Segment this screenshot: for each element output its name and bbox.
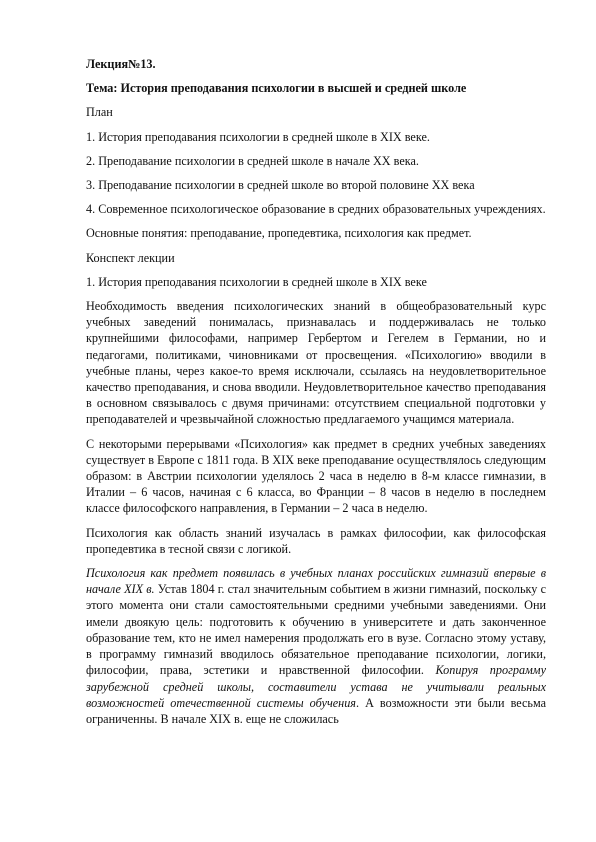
summary-heading: Конспект лекции [86, 250, 175, 265]
lecture-number: Лекция№13. [86, 57, 156, 71]
plan-item-2: 2. Преподавание психологии в средней школе в начале XX века. [86, 153, 419, 168]
paragraph-4-text-end: . А возможности эти были весьма ограниченны. В начале XIX в. еще не сложилась [86, 695, 546, 726]
paragraph-4-text-mid: Устав 1804 г. стал значительным событием в жизни гимназий, поскольку с этого момента они стали самостоятельными средними учебными заведениями. Они имели двоякую цель: подготовить к обучению в университете и дать законченное образование тем, кто не имел намерения продолжать его в вузе. Согласно этому уставу, в программу гимназий вводилось обязательное преподавание психологии, логики, философии, права, эстетики и нравственной философии. [86, 582, 546, 678]
key-concepts: Основные понятия: преподавание, пропедевтика, психология как предмет. [86, 226, 472, 241]
paragraph-1: Необходимость введения психологических знаний в общеобразовательный курс учебных заведений понималась, признавалась и поддерживалась не только крупнейшими философами, например Гербертом и Гегелем в Германии, но и педагогами, политиками, чиновниками от просвещения. «Психологию» вводили в учебные планы, через какое-то время исключали, ссылаясь на неудовлетворительное качество преподавания, и снова вводили. Неудовлетворительное качество преподавания в основном связывалось с двумя причинами: отсутствием специальной подготовки у преподавателей и чрезвычайной сложностью предлагаемого учащимся материала. [86, 299, 546, 427]
paragraph-4-italic-start: Психология как предмет появилась в учебных планах российских гимназий впервые в начале XIX в. [86, 566, 546, 597]
lecture-topic: Тема: История преподавания психологии в высшей и средней школе [86, 81, 467, 96]
plan-heading: План [86, 105, 113, 120]
section-heading: 1. История преподавания психологии в средней школе в XIX веке [86, 274, 427, 289]
paragraph-2: С некоторыми перерывами «Психология» как предмет в средних учебных заведениях существует в Европе с 1811 года. В XIX веке преподавание осуществлялось следующим образом: в Австрии психологии уделялось 2 часа в неделю в 8-м классе гимназии, в Италии – 6 часов, начиная с 6 класса, во Франции – 8 часов в неделю в последнем классе философского направления, в Германии – 2 часа в неделю. [86, 436, 546, 516]
plan-item-4: 4. Современное психологическое образование в средних образовательных учреждениях. [86, 202, 546, 217]
paragraph-4-italic-mid: Копируя программу зарубежной средней школы, составители устава не учитывали реальных возможностей отечественной системы обучения [86, 663, 546, 710]
paragraph-3: Психология как область знаний изучалась в рамках философии, как философская пропедевтика в тесной связи с логикой. [86, 525, 546, 556]
plan-item-1: 1. История преподавания психологии в средней школе в XIX веке. [86, 129, 430, 144]
paragraph-4 [86, 565, 546, 727]
plan-item-3: 3. Преподавание психологии в средней школе во второй половине XX века [86, 178, 475, 193]
